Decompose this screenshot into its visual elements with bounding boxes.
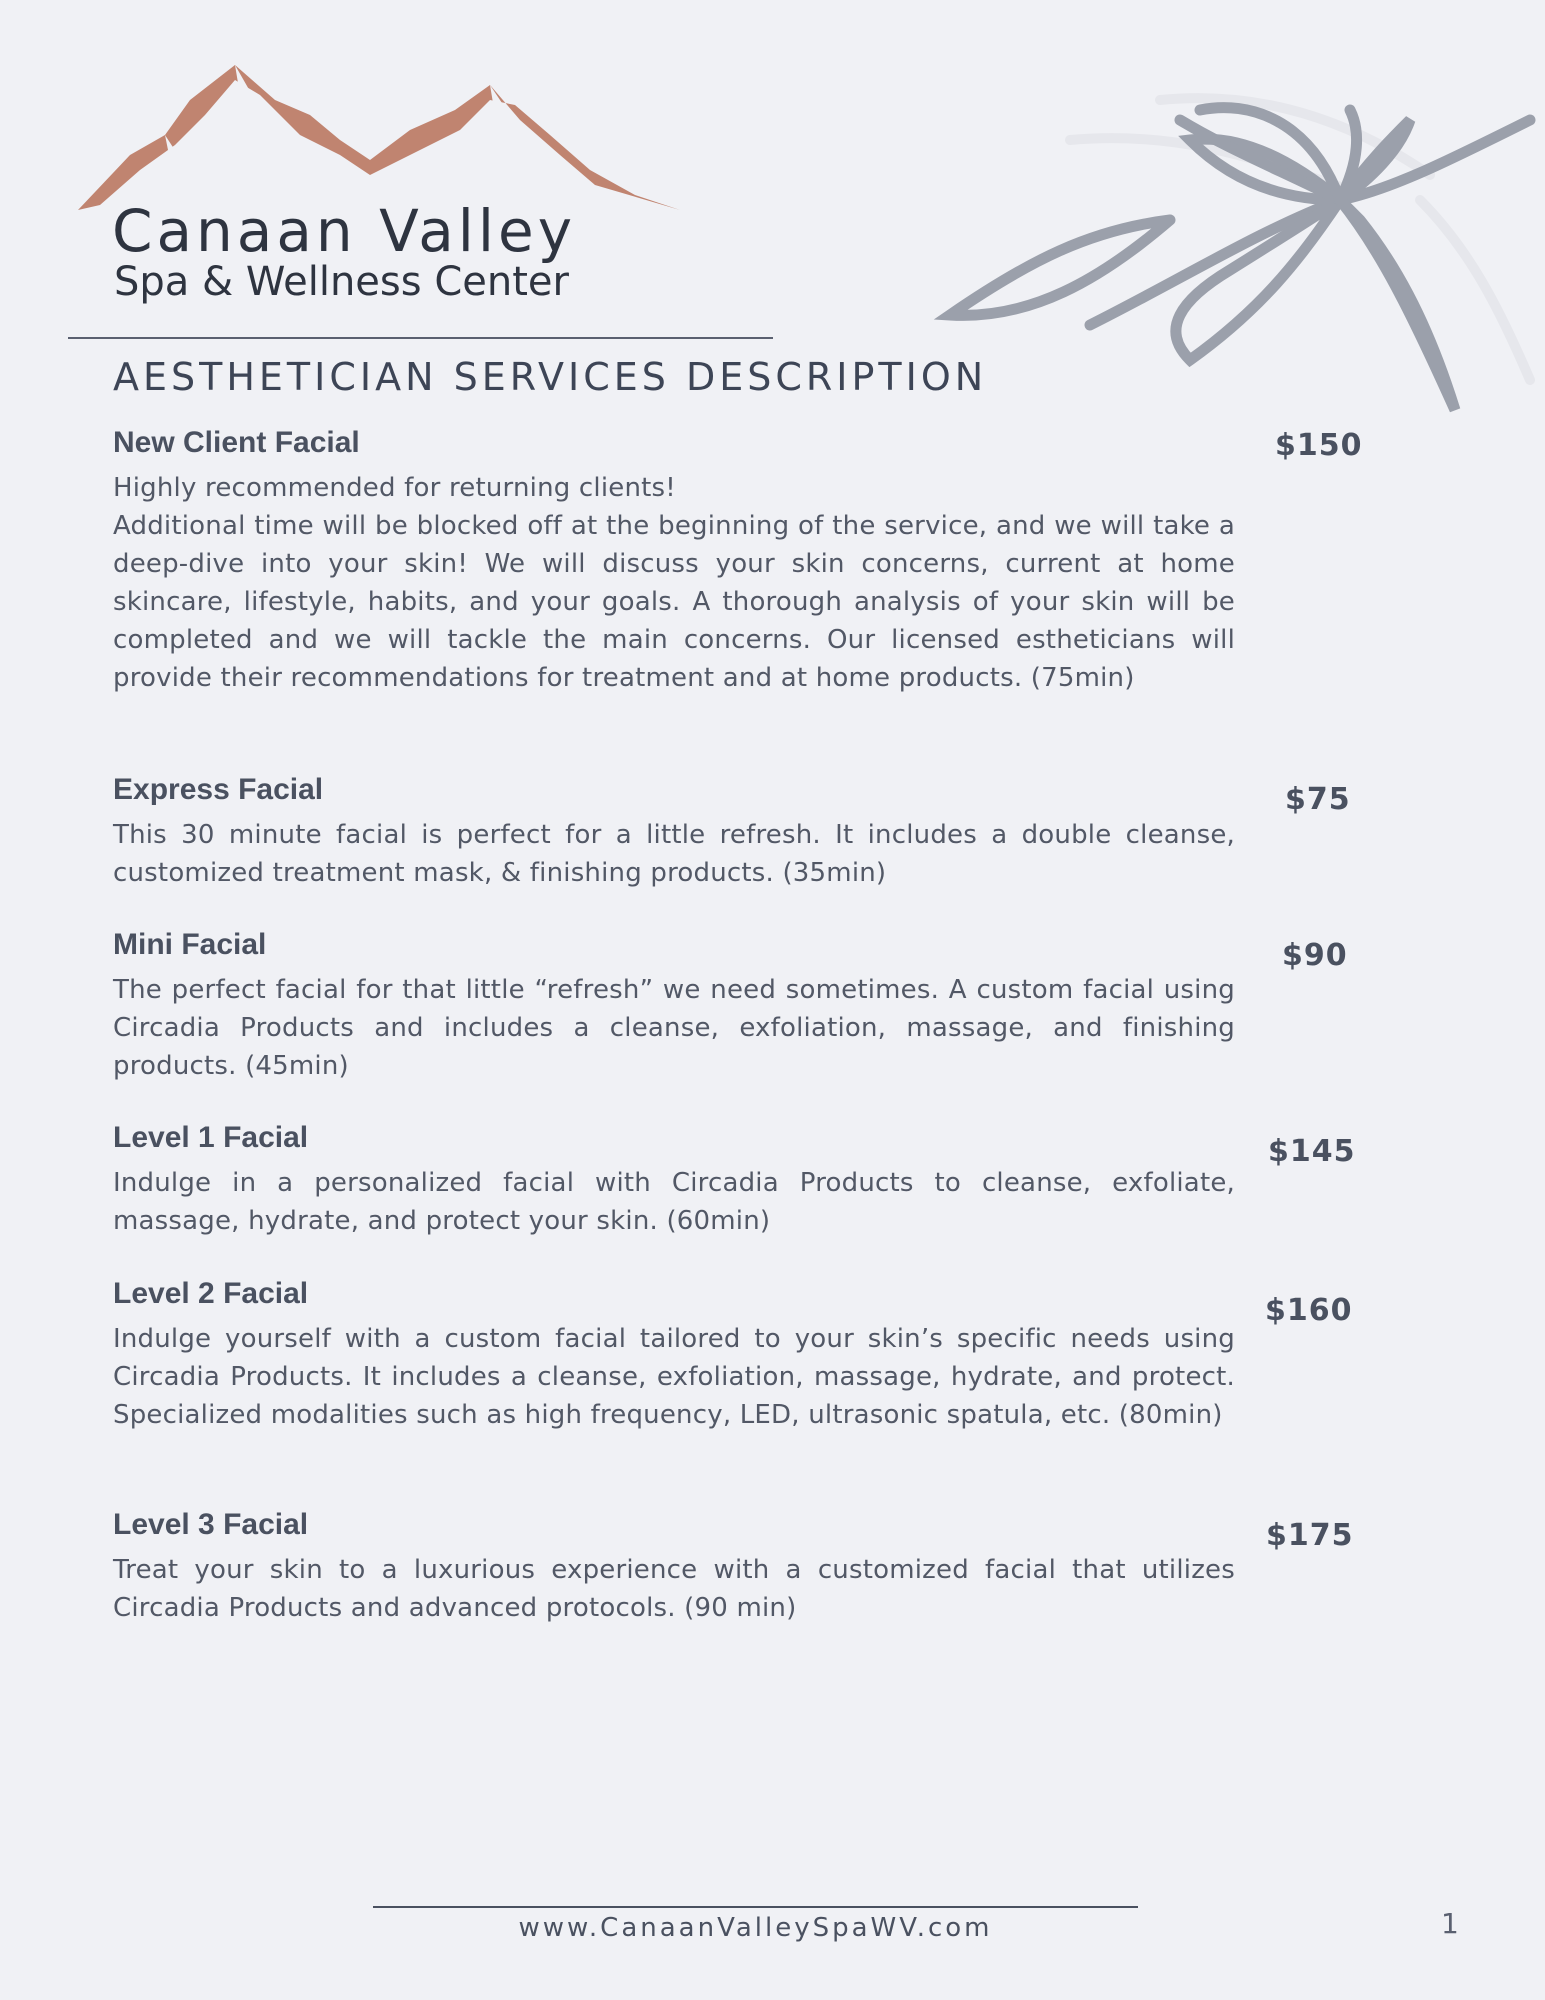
brand-logo xyxy=(70,55,710,315)
service-description-line: This 30 minute facial is perfect for a little refresh. It includes a double cleanse, customized treatment mask, & finishing products. (35min) xyxy=(113,820,1235,888)
service-price: $145 xyxy=(1268,1134,1356,1169)
service-price: $160 xyxy=(1265,1293,1353,1328)
footer-website-link[interactable]: www.CanaanValleySpaWV.com xyxy=(518,1913,993,1943)
service-description xyxy=(113,469,1235,697)
service-price: $150 xyxy=(1275,428,1363,463)
page-number: 1 xyxy=(1441,1907,1459,1940)
brand-subtitle: Spa & Wellness Center xyxy=(114,259,569,305)
service-name: New Client Facial xyxy=(113,426,360,459)
footer-divider xyxy=(373,1906,1138,1908)
service-description xyxy=(113,1164,1235,1240)
mountain-ridge xyxy=(78,65,680,210)
service-level-3-facial xyxy=(113,1507,1235,1627)
header-divider xyxy=(68,337,773,339)
service-description xyxy=(113,1551,1235,1627)
service-description xyxy=(113,971,1235,1085)
service-price: $75 xyxy=(1285,782,1351,817)
service-description xyxy=(113,816,1235,892)
service-price: $90 xyxy=(1282,938,1348,973)
service-name: Level 3 Facial xyxy=(113,1508,309,1541)
page-title: AESTHETICIAN SERVICES DESCRIPTION xyxy=(113,355,988,399)
service-description-line: Highly recommended for returning clients! xyxy=(113,473,676,503)
service-description-line: Indulge yourself with a custom facial tailored to your skin’s specific needs using Circadia Products. It includes a cleanse, exfoliation, massage, hydrate, and protect. Specialized modalities such as high frequency, LED, ultrasonic spatula, etc. (80min) xyxy=(113,1324,1235,1430)
service-description-line: Treat your skin to a luxurious experience with a customized facial that utilizes Circadia Products and advanced protocols. (90 min) xyxy=(113,1555,1235,1623)
service-description-line: The perfect facial for that little “refresh” we need sometimes. A custom facial using Circadia Products and includes a cleanse, exfoliation, massage, and finishing products. (45min) xyxy=(113,975,1235,1081)
service-price: $175 xyxy=(1266,1518,1354,1553)
service-name: Level 1 Facial xyxy=(113,1121,309,1154)
leaf-branch-icon xyxy=(930,80,1540,420)
service-level-1-facial xyxy=(113,1120,1235,1240)
service-description-line: Additional time will be blocked off at the beginning of the service, and we will take a deep-dive into your skin! We will discuss your skin concerns, current at home skincare, lifestyle, habits, and your goals. A thorough analysis of your skin will be completed and we will tackle the main concerns. Our licensed estheticians will provide their recommendations for treatment and at home products. (75min) xyxy=(113,511,1235,693)
service-name: Level 2 Facial xyxy=(113,1277,309,1310)
brand-name: Canaan Valley xyxy=(112,197,577,265)
service-level-2-facial xyxy=(113,1276,1235,1434)
service-new-client-facial xyxy=(113,425,1235,697)
service-express-facial xyxy=(113,772,1235,892)
service-description-line: Indulge in a personalized facial with Circadia Products to cleanse, exfoliate, massage, hydrate, and protect your skin. (60min) xyxy=(113,1168,1235,1236)
service-description xyxy=(113,1320,1235,1434)
service-mini-facial xyxy=(113,927,1235,1085)
service-name: Mini Facial xyxy=(113,928,267,961)
service-name: Express Facial xyxy=(113,773,324,806)
